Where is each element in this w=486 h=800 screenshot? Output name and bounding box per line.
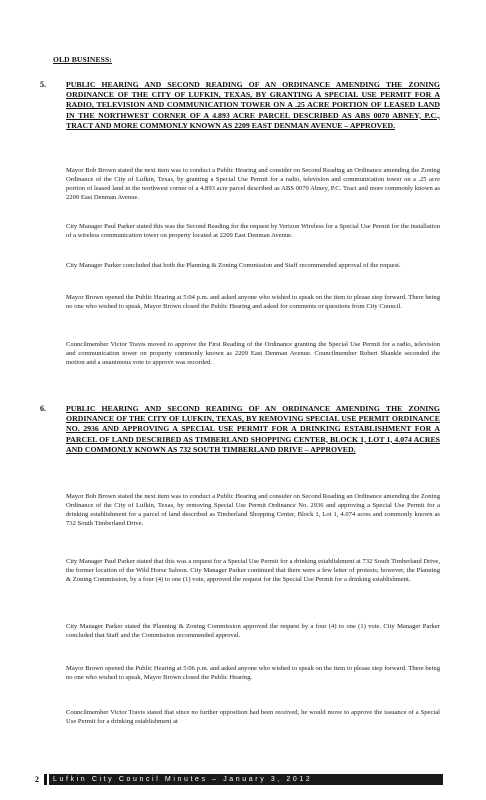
paragraph: Mayor Brown opened the Public Hearing at 5:04 p.m. and asked anyone who wished to speak on the item to please step forward. There being no one who wished to speak, Mayor Brown closed the Public Hearing and asked for comments or questions from City Council. bbox=[66, 294, 440, 311]
footer-divider bbox=[44, 774, 47, 785]
paragraph: City Manager Parker stated the Planning & Zoning Commission approved the request by a four (4) to one (1) vote. City Manager Parker concluded that Staff and the Commission recommended approval. bbox=[66, 623, 440, 640]
item-number: 5. bbox=[40, 80, 46, 89]
section-heading: OLD BUSINESS: bbox=[53, 55, 112, 64]
paragraph: Mayor Bob Brown stated the next item was to conduct a Public Hearing and consider on Second Reading an Ordinance amending the Zoning Ordinance of the City of Lufkin, Texas, by granting a Special Use Permit for a radio, television and communication tower on a .25 acre portion of leased land in the northwest corner of a 4.893 acre parcel described as ABS 0070 Abney, P.C. Tract and more commonly known as 2209 East Denman Avenue. bbox=[66, 167, 440, 202]
footer-title: Lufkin City Council Minutes – January 3, 2012 bbox=[49, 774, 443, 785]
paragraph: City Manager Parker concluded that both the Planning & Zoning Commission and Staff recommended approval of the request. bbox=[66, 262, 401, 269]
paragraph: City Manager Paul Parker stated that this was a request for a Special Use Permit for a drinking establishment at 732 South Timberland Drive, the former location of the Wild Horse Saloon. City Manager Parker continued that there were a few letter of protests; however, the Planning & Zoning Commission, by a four (4) to one (1) vote, approved the request for the Special Use Permit for a drinking establishment. bbox=[66, 558, 440, 584]
paragraph: Councilmember Victor Travis moved to approve the First Reading of the Ordinance granting the Special Use Permit for a radio, television and communication tower on property commonly known as 2209 East Denman Avenue. Councilmember Robert Shankle seconded the motion and a unanimous vote to approve was recorded. bbox=[66, 341, 440, 367]
item-number: 6. bbox=[40, 404, 46, 413]
agenda-item-5 bbox=[40, 80, 440, 131]
item-title: PUBLIC HEARING AND SECOND READING OF AN ORDINANCE AMENDING THE ZONING ORDINANCE OF THE CITY OF LUFKIN, TEXAS, BY GRANTING A SPECIAL USE PERMIT FOR A RADIO, TELEVISION AND COMMUNICATION TOWER ON A .25 ACRE PORTION OF LEASED LAND IN THE NORTHWEST CORNER OF A 4.893 ACRE PARCEL DESCRIBED AS ABS 0070 ABNEY, P.C., TRACT AND MORE COMMONLY KNOWN AS 2209 EAST DENMAN AVENUE – APPROVED. bbox=[66, 80, 440, 130]
page-footer bbox=[35, 774, 443, 785]
agenda-item-6 bbox=[40, 404, 440, 455]
page-number: 2 bbox=[35, 775, 39, 784]
paragraph: City Manager Paul Parker stated this was the Second Reading for the request by Verizon Wireless for a Special Use Permit for the installation of a wireless communication tower on property located at 2209 East Denman Avenue. bbox=[66, 223, 440, 240]
paragraph: Mayor Bob Brown stated the next item was to conduct a Public Hearing and consider on Second Reading an Ordinance amending the Zoning Ordinance of the City of Lufkin, Texas, by removing Special Use Permit Ordinance No. 2936 and approving a Special Use Permit for a drinking establishment for a parcel of land described as Timberland Shopping Center, Block 1, Lot 1, 4.074 acres and commonly known as 732 South Timberland Drive. bbox=[66, 493, 440, 528]
paragraph: Mayor Brown opened the Public Hearing at 5:06 p.m. and asked anyone who wished to speak on the item to please step forward. There being no one who wished to speak, Mayor Brown closed the Public Hearing. bbox=[66, 665, 440, 682]
item-title: PUBLIC HEARING AND SECOND READING OF AN ORDINANCE AMENDING THE ZONING ORDINANCE OF THE CITY OF LUFKIN, TEXAS, BY REMOVING SPECIAL USE PERMIT ORDINANCE NO. 2936 AND APPROVING A SPECIAL USE PERMIT FOR A DRINKING ESTABLISHMENT FOR A PARCEL OF LAND DESCRIBED AS TIMBERLAND SHOPPING CENTER, BLOCK 1, LOT 1, 4.074 ACRES AND COMMONLY KNOWN AS 732 SOUTH TIMBERLAND DRIVE – APPROVED. bbox=[66, 404, 440, 454]
paragraph: Councilmember Victor Travis stated that since no further opposition had been received, he would move to approve the issuance of a Special Use Permit for a drinking establishment at bbox=[66, 709, 440, 726]
